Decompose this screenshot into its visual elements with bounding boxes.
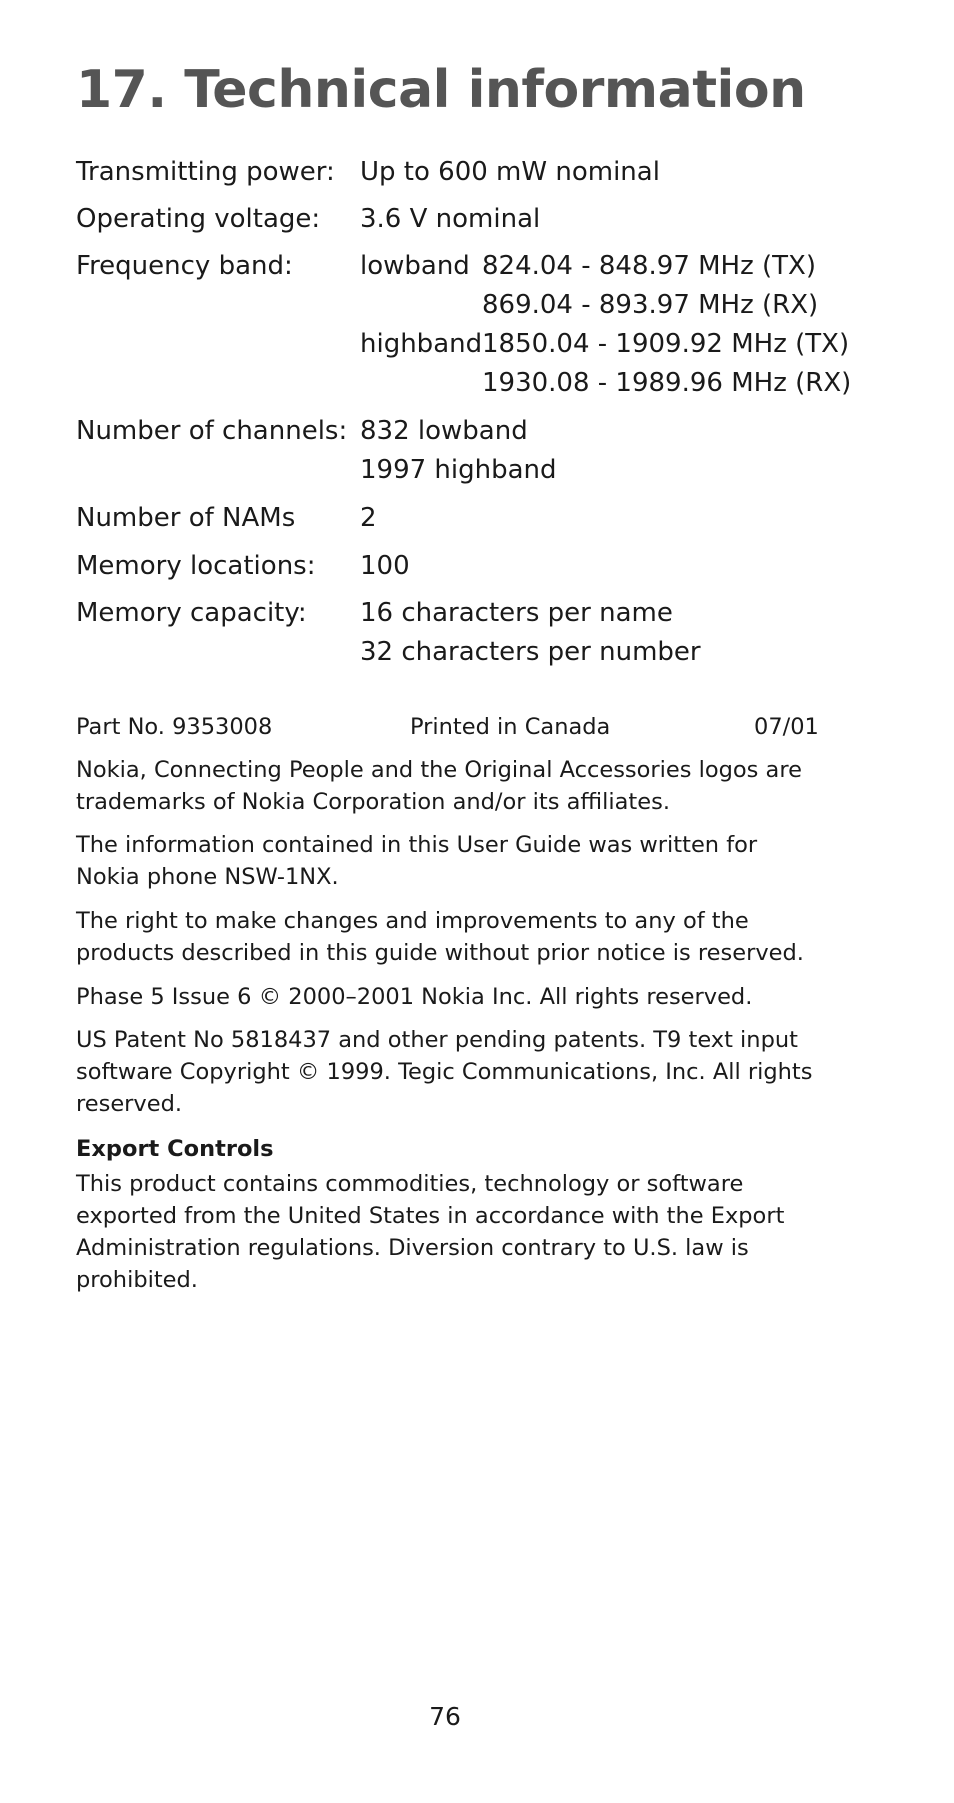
- page-title: 17. Technical information: [76, 60, 806, 120]
- spec-value: 2: [360, 503, 377, 533]
- legal-text: [76, 905, 820, 969]
- print-date: 07/01: [754, 714, 819, 740]
- highband-rx: 1930.08 - 1989.96 MHz (RX): [482, 368, 852, 398]
- legal-text: [76, 754, 820, 818]
- lowband-tx: 824.04 - 848.97 MHz (TX): [482, 251, 817, 281]
- spec-value-line1: 832 lowband: [360, 416, 528, 446]
- page-number: 76: [429, 1702, 461, 1731]
- rights-paragraph: The right to make changes and improvements to any of the products described in this guide without prior notice is reserved.: [76, 908, 804, 966]
- spec-row-frequency-band: [76, 247, 876, 407]
- printed-in: Printed in Canada: [410, 714, 611, 740]
- spec-value: 100: [360, 551, 410, 581]
- spec-label: Frequency band:: [76, 251, 293, 281]
- spec-value-line2: 32 characters per number: [360, 637, 701, 667]
- lowband-rx: 869.04 - 893.97 MHz (RX): [482, 290, 819, 320]
- spec-value-line1: 16 characters per name: [360, 598, 673, 628]
- legal-text: [76, 981, 820, 1013]
- spec-value-line2: 1997 highband: [360, 455, 557, 485]
- spec-label: Memory capacity:: [76, 598, 307, 628]
- spec-value: 3.6 V nominal: [360, 204, 541, 234]
- part-number-row: [76, 711, 820, 743]
- lowband-label: lowband: [360, 251, 470, 281]
- spec-label: Operating voltage:: [76, 204, 321, 234]
- patent-paragraph: US Patent No 5818437 and other pending patents. T9 text input software Copyright © 1999. Tegic Communications, Inc. All rights reserved.: [76, 1027, 813, 1117]
- spec-label: Number of NAMs: [76, 503, 296, 533]
- trademarks-paragraph: Nokia, Connecting People and the Original Accessories logos are trademarks of Nokia Corporation and/or its affiliates.: [76, 757, 802, 815]
- spec-value: Up to 600 mW nominal: [360, 157, 660, 187]
- legal-text: [76, 829, 820, 893]
- export-section: [76, 1133, 820, 1296]
- part-number: Part No. 9353008: [76, 714, 273, 740]
- spec-label: Memory locations:: [76, 551, 316, 581]
- highband-label: highband: [360, 329, 483, 359]
- legal-text: [76, 1024, 820, 1120]
- spec-label: Transmitting power:: [76, 157, 335, 187]
- spec-row-channels: [76, 412, 876, 492]
- copyright-paragraph: Phase 5 Issue 6 © 2000–2001 Nokia Inc. All rights reserved.: [76, 984, 753, 1010]
- guide-info-paragraph: The information contained in this User Guide was written for Nokia phone NSW-1NX.: [76, 832, 758, 890]
- export-paragraph: This product contains commodities, technology or software exported from the United States in accordance with the Export Administration regulations. Diversion contrary to U.S. law is prohibited.: [76, 1171, 785, 1293]
- spec-label: Number of channels:: [76, 416, 348, 446]
- highband-tx: 1850.04 - 1909.92 MHz (TX): [482, 329, 850, 359]
- export-heading: Export Controls: [76, 1136, 274, 1162]
- spec-row-memory-capacity: [76, 594, 876, 674]
